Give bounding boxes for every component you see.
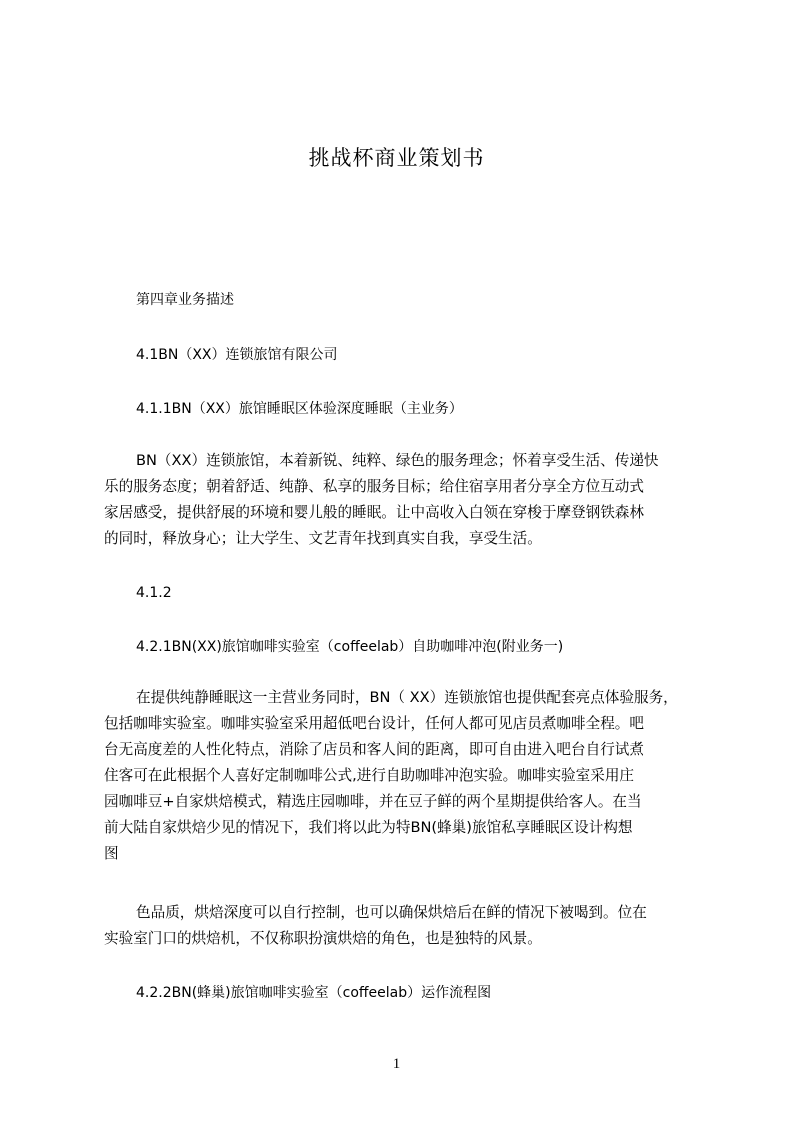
paragraph-line: 色品质，烘焙深度可以自行控制，也可以确保烘焙后在鲜的情况下被喝到。位在 (136, 904, 647, 921)
chapter-heading: 第四章业务描述 (136, 292, 234, 308)
section-heading-4-1-1: 4.1.1BN（XX）旅馆睡眠区体验深度睡眠（主业务） (136, 401, 463, 417)
paragraph-line: 实验室门口的烘焙机，不仅称职扮演烘焙的角色，也是独特的风景。 (104, 930, 542, 947)
paragraph-line: 前大陆自家烘焙少见的情况下，我们将以此为特BN(蜂巢)旅馆私享睡眠区设计构想 (104, 819, 633, 836)
paragraph-line: 包括咖啡实验室。咖啡实验室采用超低吧台设计，任何人都可见店员煮咖啡全程。吧 (104, 715, 644, 732)
paragraph-line: 图 (104, 845, 119, 862)
paragraph-line: BN（XX）连锁旅馆，本着新锐、纯粹、绿色的服务理念；怀着享受生活、传递快 (136, 452, 659, 469)
paragraph-line: 住客可在此根据个人喜好定制咖啡公式,进行自助咖啡冲泡实验。咖啡实验室采用庄 (104, 767, 635, 784)
paragraph-line: 家居感受，提供舒展的环境和婴儿般的睡眠。让中高收入白领在穿梭于摩登钢铁森林 (104, 504, 644, 521)
page-number: 1 (392, 1056, 401, 1072)
paragraph-line: 台无高度差的人性化特点，消除了店员和客人间的距离，即可自由进入吧台自行试煮 (104, 741, 644, 758)
section-heading-4-2-2: 4.2.2BN(蜂巢)旅馆咖啡实验室（coffeelab）运作流程图 (136, 985, 492, 1001)
section-heading-4-1: 4.1BN（XX）连锁旅馆有限公司 (136, 347, 338, 363)
section-heading-4-1-2: 4.1.2 (136, 585, 172, 601)
paragraph-line: 乐的服务态度；朝着舒适、纯静、私享的服务目标；给住宿享用者分享全方位互动式 (104, 478, 644, 495)
paragraph-line: 的同时，释放身心；让大学生、文艺青年找到真实自我，享受生活。 (104, 530, 542, 547)
paragraph-line: 在提供纯静睡眠这一主营业务同时，BN（ XX）连锁旅馆也提供配套亮点体验服务， (136, 689, 678, 706)
paragraph-line: 园咖啡豆+自家烘焙模式，精选庄园咖啡，并在豆子鲜的两个星期提供给客人。在当 (104, 793, 642, 810)
document-title: 挑战杯商业策划书 (308, 146, 485, 170)
section-heading-4-2-1: 4.2.1BN(XX)旅馆咖啡实验室（coffeelab）自助咖啡冲泡(附业务一) (136, 639, 564, 655)
